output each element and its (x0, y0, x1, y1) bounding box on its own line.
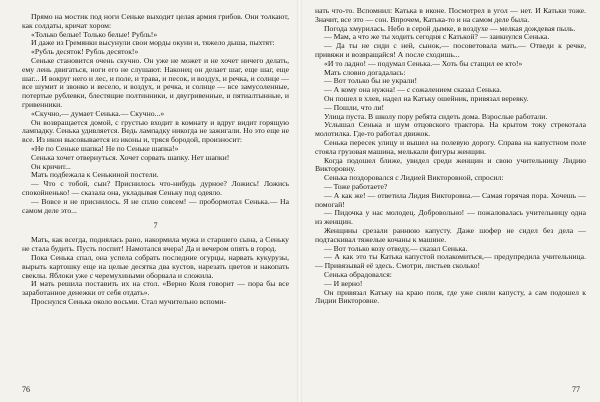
paragraph: — Да ты не сиди с ней, сынок,— посоветовала мать.— Отведи к речке, привяжи и возвращайся! А после сходишь... (315, 41, 586, 59)
paragraph: — А как же! — ответила Лидия Викторовна.— Самая горячая пора. Хочешь — помогай! (315, 190, 586, 209)
paragraph: — Что с тобой, сын? Приснилось что-нибудь дурное? Ложись! Ложись спокойненько! — сказала она, укладывая Сеньку под одеяло. (22, 179, 289, 197)
paragraph: — А как это ты Катька капустой полакомиться,— предупредила учительница.— Привязывай её здесь. Смотри, листьев сколько! (315, 252, 586, 271)
chapter-number: 7 (153, 221, 158, 231)
paragraph: Сенька пересек улицу и вышел на полевую дорогу. Справа на капустном поле стояла грузовая машина, мелькали фигуры женщин. (315, 137, 586, 156)
paragraph: Когда подошел ближе, увидел среди женщин и свою учительницу Лидию Викторовну. (315, 155, 586, 174)
right-page (302, 0, 600, 402)
paragraph: Он кричит... (31, 161, 71, 171)
paragraph: Сенька обрадовался: (324, 269, 392, 279)
paragraph: — Вот только козу отведу,— сказал Сенька. (324, 243, 468, 253)
paragraph: — Пидочка у нас молодец. Добровольно! — пожаловалась учительницу одна из женщин. (315, 208, 586, 227)
left-page (0, 0, 297, 402)
paragraph: Он привязал Катьку на краю поля, где уже сняли капусту, а сам подошел к Лидии Викторовне. (315, 287, 586, 306)
paragraph: «Только белые! Только белые! Рубль!» (31, 29, 158, 39)
paragraph: Женщины срезали раннюю капусту. Даже шофер не сидел без дела — подтаскивал тяжелые кочаны к машине. (315, 225, 586, 244)
paragraph: Сенька хочет отвернуться. Хочет сорвать шапку. Нет шапки! (31, 152, 230, 162)
paragraph: — А кому она нужна! — с сожалением сказал Сенька. (324, 85, 502, 95)
paragraph: И даже из Гремянки высунули свои морды окуни и, тяжело дыша, пыхтят: (31, 38, 275, 48)
paragraph: Проснулся Сенька около восьми. Стал мучительно вспоми- (31, 296, 227, 306)
paragraph: «Не по Сенькe шапка! Не по Сеньке шапка!» (31, 143, 179, 153)
paragraph: — Вовсе и не приснилось. Я не сплю совсем! — пробормотал Сенька.— На самом деле это... (22, 196, 289, 215)
paragraph: Улица пуста. В школу пору ребята сидеть дома. Взрослые работали. (324, 111, 548, 121)
paragraph: — И верно! (324, 278, 363, 288)
paragraph: Услышал Сенька и шум отцовского трактора. На крытом току стрекотала молотилка. Где-то работал движок. (315, 120, 586, 139)
paragraph: Мать подбежала к Сенькиной постели. (31, 170, 159, 180)
paragraph: Мать, как всегда, поднялась рано, накормила мужа и старшего сына, а Сеньку не стала будить. Пусть поспит! Намотался вчера! Да и вечером опять в город. (22, 235, 289, 254)
paragraph: Он пошел в хлев, надел на Катьку ошейник, привязал веревку. (324, 93, 529, 103)
paragraph: «И то ладно! — подумал Сенька.— Хоть бы стащил ее кто!» (324, 58, 523, 68)
paragraph: нать что-то. Вспомнил: Катька в иконе. Посмотрел в угол — нет. И Катьки тоже. Значит, все это — сон. Впрочем, Катька-то и на самом деле была. (315, 6, 586, 24)
paragraph: «Рубль десяток! Рубль десяток!» (31, 47, 139, 57)
paragraph: Пока Сенька спал, она успела собрать последние огурцы, нарвать кукурузы, вырыть картошку еще на целые десятка два кустов, нарезать цветов и накопать свеклы. Яблоки уже с черемухиными оборвала и сложила. (22, 252, 289, 280)
paragraph: Сенька поздоровался с Лидией Викторовной, спросил: (324, 173, 504, 183)
paragraph: — Пошли, что ли! (324, 102, 385, 112)
left-text-bottom (22, 236, 289, 306)
paragraph: Он возвращается домой, с грустью входит в комнату и вдруг видит горящую лампадку. Сенька удивляется. Ведь лампадку никогда не зажигали. Но это еще не все. Из икон высовывается из иконы и, тряся бородой, произносит: (22, 117, 289, 145)
left-text-top (22, 13, 289, 215)
page-number-right: 77 (572, 385, 580, 394)
paragraph: Погода хмурилась. Небо в серой дымке, в воздухе — мелкая дождевая пыль. (324, 23, 576, 33)
paragraph: И мать решила поставить их на стол. «Верно Коля говорит — пора бы все заработанное денежки от себя отдать». (22, 279, 289, 298)
page-number-left: 76 (22, 385, 30, 394)
paragraph: — Тоже работаете? (324, 181, 388, 191)
paragraph: Сеньке становится очень скучно. Он уже не может и не хочет ничего делать, ему лень двигаться, ноги его не слушают. Наконец он делает шаг, еще шаг, еще шаг... И вокруг него и лес, и поле, и трава, и песок, и воздух, и речка, и солнце — все шумит и звонко и весело, и воздух, и речка, и солнце — все замусоленные, потертые рублевки, блестящие полтинники, и двугривенные, и пятиалтынные, и гривенники. (22, 55, 289, 109)
paragraph: — Вот только бы не украли! (324, 76, 418, 86)
paragraph: «Скучно,— думает Сенька.— Скучно...» (31, 108, 165, 118)
paragraph: Прямо на мостик под ноги Сеньке выходит целая армия грибов. Они толкают, как солдаты, кричат хором: (22, 12, 289, 30)
paragraph: Мать словно догадалась: (324, 67, 406, 77)
paragraph: — Мам, а что же ты ходить сегодня с Катькой? — заикнулся Сенька. (324, 32, 550, 42)
right-text (315, 7, 586, 306)
